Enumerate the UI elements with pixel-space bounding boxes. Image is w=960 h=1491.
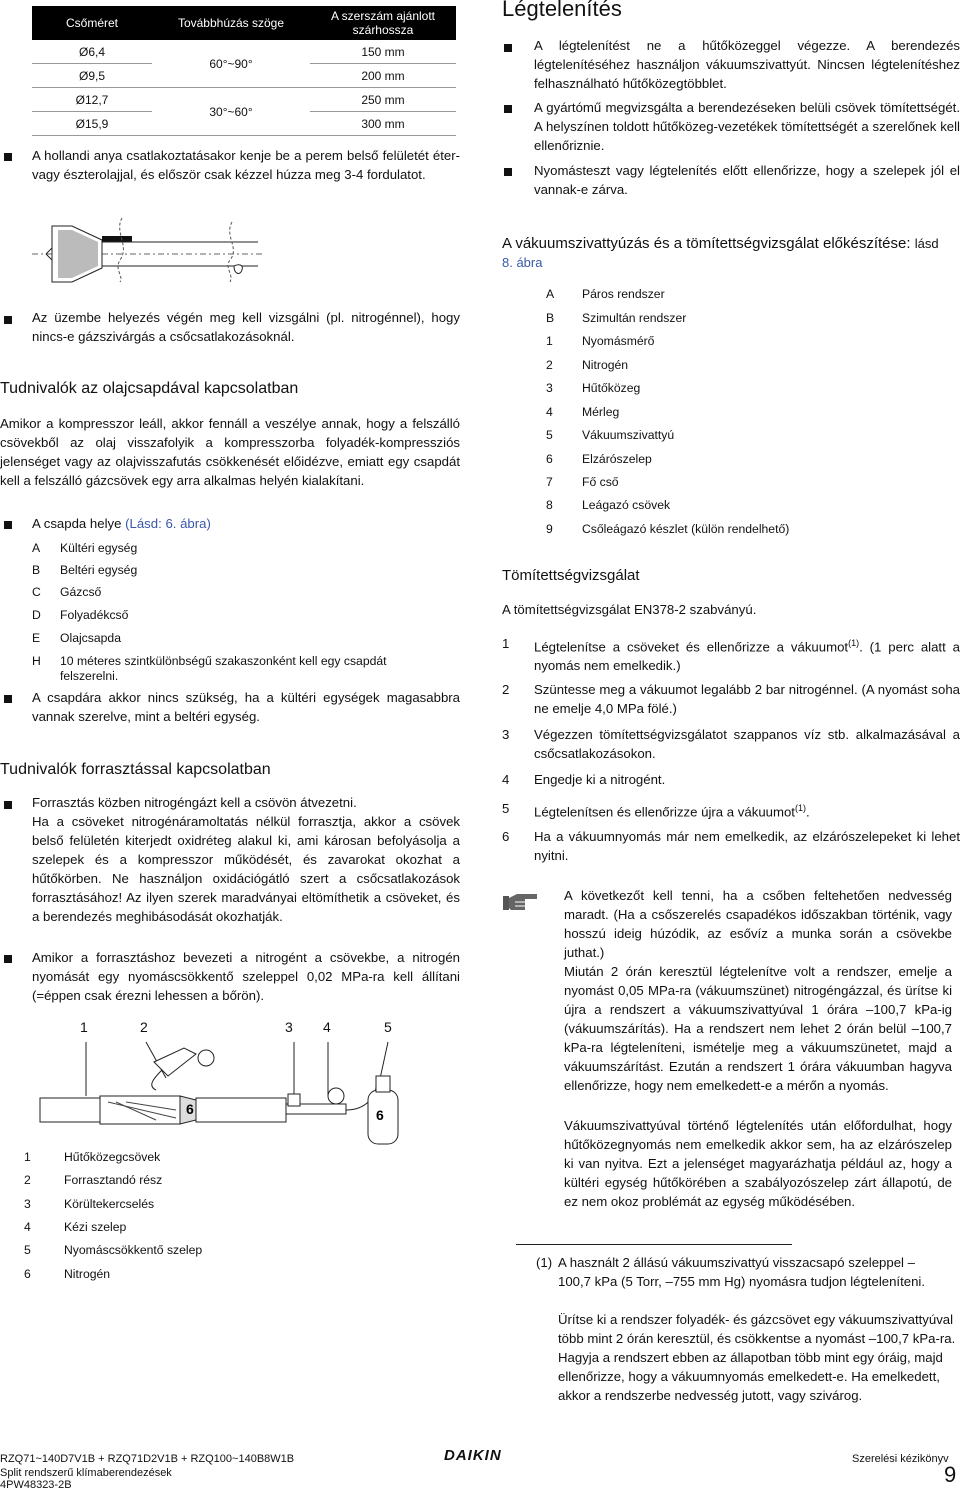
vacuum-prep-see: lásd xyxy=(914,236,939,251)
bullet-icon xyxy=(504,44,512,52)
bullet-icon xyxy=(4,801,12,809)
moisture-note-2: Miután 2 órán keresztül légtelenítve volt a rendszer, emelje a nyomást 0,05 MPa-ra (vákuumszünet) nitrogéngázzal, és ürítse ki újra a rendszert a vákuumszivattyúval 1 órára –100,7 kPa-ig (vákuumszárítás). Ha a rendszert nem lehet 2 órán belül –100,7 kPa-ra légteleníteni, ismételje meg a vákuumszünetet, majd a vákuumszárítást. Ezután a rendszert 1 órára vákuumban hagyva ellenőrizze, hogy nem emelkedett-e a mérőn a nyomás. xyxy=(564,964,952,1093)
table-cell: 250 mm xyxy=(310,88,456,112)
bullet-icon xyxy=(504,105,512,113)
tightness-standard: A tömítettségvizsgálat EN378-2 szabványú. xyxy=(502,602,757,617)
bullet-icon xyxy=(4,955,12,963)
footer-series: Split rendszerű klímaberendezések xyxy=(0,1467,172,1479)
footer-model: RZQ71~140D7V1B + RZQ71D2V1B + RZQ100~140B8W1B xyxy=(0,1453,295,1465)
table-cell: Ø9,5 xyxy=(32,64,152,88)
vacuum-prep-title xyxy=(502,234,942,272)
oil-trap-title: Tudnivalók az olajcsapdával kapcsolatban xyxy=(0,380,299,397)
vacuum-legend-list: A Páros rendszer B Szimultán rendszer 1 Nyomásmérő 2 Nitrogén 3 Hűtőközeg 4 Mérleg 5 Vákuumszivattyú 6 Elzárószelep 7 Fő cső 8 Leágazó csövek 9 Csőleágazó készlet (külön rendelhető) xyxy=(546,287,790,536)
footer-manual: Szerelési kézikönyv xyxy=(852,1453,949,1465)
figure-label: 1 xyxy=(80,1019,88,1035)
trap-legend-list: A Kültéri egység B Beltéri egység C Gázcső D Folyadékcső E Olajcsapda H 10 méteres szintkülönbségű szakaszonként kell egy csapdát felszerelni. xyxy=(32,541,387,683)
leak-note: Az üzembe helyezés végén meg kell vizsgálni (pl. nitrogénnel), hogy nincs-e gázszivárgás a csőcsatlakozásoknál. xyxy=(32,310,460,344)
th-tool-length: A szerszám ajánlott szárhossza xyxy=(310,6,456,40)
footnote-divider xyxy=(516,1244,792,1245)
trap-not-needed-note: A csapdára akkor nincs szükség, ha a kültéri egységek magasabbra vannak szerelve, mint a beltéri egység. xyxy=(32,690,460,724)
figure-label: 5 xyxy=(384,1019,392,1035)
table-cell: 60°~90° xyxy=(152,40,310,88)
figure-label: 2 xyxy=(140,1019,148,1035)
trap-location xyxy=(32,514,460,533)
bullet-icon xyxy=(4,521,12,529)
svg-text:6: 6 xyxy=(376,1107,384,1123)
table-cell: 150 mm xyxy=(310,40,456,64)
trap-location-label: A csapda helye xyxy=(32,516,126,531)
th-pipe-size: Csőméret xyxy=(32,6,152,40)
footnote-marker: (1) xyxy=(536,1255,553,1270)
bullet-icon xyxy=(4,316,12,324)
footnote-text-2: Ürítse ki a rendszer folyadék- és gázcsövet egy vákuumszivattyúval több mint 2 órán keresztül, és csökkentse a nyomást –100,7 kPa-ra. Hagyja a rendszert ebben az állapotban több mint egy óráig, majd ellenőrizze, hogy a vákuumnyomás emelkedett-e. Ha emelkedett, akkor a rendszerbe nedvesség jutott, vagy szivárog. xyxy=(558,1312,956,1403)
step-row: 5 Légtelenítsen és ellenőrizze újra a vákuumot$^{(1)}$. xyxy=(502,801,810,820)
pointing-hand-icon xyxy=(503,890,539,914)
step-row: 6 Ha a vákuumnyomás már nem emelkedik, az elzárószelepeket ki lehet nyitni. xyxy=(502,829,960,863)
step-row: 3 Végezzen tömítettségvizsgálatot szappanos víz stb. alkalmazásával a csőcsatlakozásokon. xyxy=(502,727,960,761)
brazing-legend-list: 1 Hűtőközegcsövek 2 Forrasztandó rész 3 Körültekercselés 4 Kézi szelep 5 Nyomáscsökkentő szelep 6 Nitrogén xyxy=(24,1150,203,1281)
table-cell: 300 mm xyxy=(310,112,456,136)
step-row: 4 Engedje ki a nitrogént. xyxy=(502,772,666,787)
brazing-bullet-2: Amikor a forrasztáshoz bevezeti a nitrogént a csövekbe, a nitrogén nyomását egy nyomáscsökkentő szeleppel 0,02 MPa-ra kell állítani (=éppen csak érezni lehessen a bőrön). xyxy=(32,950,460,1003)
table-cell: Ø12,7 xyxy=(32,88,152,112)
section-title: Légtelenítés xyxy=(502,0,622,21)
table-cell: Ø6,4 xyxy=(32,40,152,64)
page-number: 9 xyxy=(944,1462,957,1487)
trap-figure-link[interactable]: (Lásd: 6. ábra) xyxy=(125,516,211,531)
bullet-icon xyxy=(504,168,512,176)
air-purge-bullet-2: A gyártómű megvizsgálta a berendezéseken belüli csövek tömítettségét. A helyszínen toldott hűtőközeg-vezetékek tömítettségét a szerelőnek kell ellenőriznie. xyxy=(534,100,960,153)
air-purge-bullet-1: A légtelenítést ne a hűtőközeggel végezze. A berendezés légtelenítéséhez használjon vákuumszivattyút. Nincsen légtelenítéshez felhasználható hűtőközegtöbblet. xyxy=(534,38,960,91)
moisture-note-3: Vákuumszivattyúval történő légtelenítés után előfordulhat, hogy hűtőközegnyomás nem emelkedik akkor sem, ha az elzárószelep ki van nyitva. Ezt a jelenséget magyarázhatja például az, hogy a kültéri egység hűtőkörében a szabályozószelep zárt állapotú, de ez nem okoz problémát az egység működésében. xyxy=(564,1118,952,1209)
svg-text:6: 6 xyxy=(186,1101,194,1117)
footnote-text: A használt 2 állású vákuumszivattyú visszacsapó szeleppel –100,7 kPa (5 Torr, –755 mm Hg) nyomásra tudjon légteleníteni. xyxy=(558,1255,926,1289)
figure-label: 4 xyxy=(323,1019,331,1035)
vacuum-figure-link[interactable]: 8. ábra xyxy=(502,255,543,270)
vacuum-prep-title-text: A vákuumszivattyúzás és a tömítettségvizsgálat előkészítése: xyxy=(502,235,911,252)
brazing-illustration xyxy=(36,1040,426,1145)
table-cell: 200 mm xyxy=(310,64,456,88)
th-flare-angle: Továbbhúzás szöge xyxy=(152,6,310,40)
flare-note: A hollandi anya csatlakoztatásakor kenje be a perem belső felületét éter- vagy észterolajjal, és először csak kézzel húzza meg 3-4 fordulatot. xyxy=(32,148,460,182)
brazing-title: Tudnivalók forrasztással kapcsolatban xyxy=(0,761,271,778)
daikin-logo: DAIKIN xyxy=(444,1447,502,1464)
bullet-icon xyxy=(4,153,12,161)
footer-code: 4PW48323-2B xyxy=(0,1479,72,1491)
table-cell: 30°~60° xyxy=(152,88,310,136)
air-purge-bullet-3: Nyomásteszt vagy légtelenítés előtt ellenőrizze, hogy a szelepek jól el vannak-e zárva. xyxy=(534,163,960,197)
flare-tool-illustration xyxy=(28,212,268,284)
tightness-title: Tömítettségvizsgálat xyxy=(502,567,640,584)
moisture-note-1: A következőt kell tenni, ha a csőben feltehetően nedvesség maradt. (Ha a csőszerelés csapadékos időszakban történik, vagy hosszú ideig húzódik, az esővíz a munka során a csövekbe juthat.) xyxy=(564,888,952,960)
oil-trap-para: Amikor a kompresszor leáll, akkor fennáll a veszélye annak, hogy a felszálló csövekből az olaj visszafolyik a kompresszorba folyadék-kompressziós jelenséget vagy az olajvisszafutás csökkenését előidézve, emiatt egy csapdát kell a felszálló gázcsövek egy arra alkalmas helyén kialakítani. xyxy=(0,416,460,488)
step-row: 2 Szüntesse meg a vákuumot legalább 2 bar nitrogénnel. (A nyomást soha ne emelje 4,0 MPa fölé.) xyxy=(502,682,960,716)
step-row: 1 Légtelenítse a csöveket és ellenőrizze a vákuumot$^{(1)}$. (1 perc alatt a nyomás nem emelkedik.) xyxy=(502,636,960,674)
brazing-bullet-1: Forrasztás közben nitrogéngázt kell a csövön átvezetni. xyxy=(32,795,357,810)
brazing-bullet-1-detail: Ha a csöveket nitrogénáramoltatás nélkül forrasztja, akkor a csövek belső felületén kiterjedt oxidréteg alakul ki, ami károsan befolyásolja a szelepek és a kompresszor működését, és zavarokat okozhat a hűtőkörben. Ne használjon oxidációgátló szert a csőcsatlakozások forrasztásához! Az ilyen szerek maradványai eltömíthetik a csöveket, és a berendezés meghibásodását okozhatják. xyxy=(32,814,460,924)
figure-label: 3 xyxy=(285,1019,293,1035)
pipe-spec-table xyxy=(32,6,456,136)
table-cell: Ø15,9 xyxy=(32,112,152,136)
bullet-icon xyxy=(4,695,12,703)
